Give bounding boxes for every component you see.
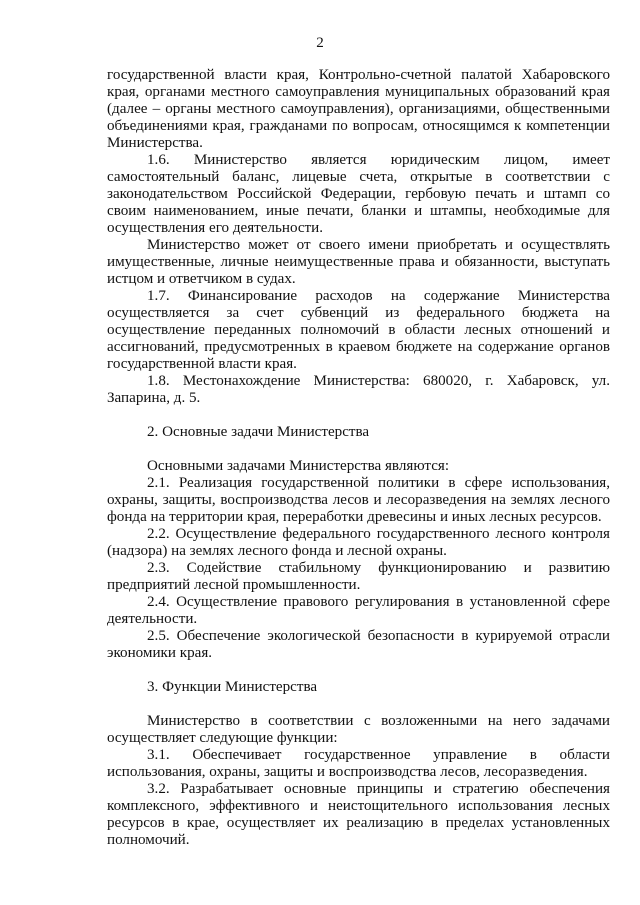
paragraph-2-1: 2.1. Реализация государственной политики в сфере использования, охраны, защиты, воспроизводства лесов и лесоразведения на землях лесного фонда на территории края, переработки древесины и иных лесных ресурсов. [107, 475, 610, 525]
spacer [107, 696, 610, 713]
spacer [107, 441, 610, 458]
paragraph-3-1: 3.1. Обеспечивает государственное управление в области использования, охраны, защиты и воспроизводства лесов, лесоразведения. [107, 747, 610, 780]
paragraph-functions-intro: Министерство в соответствии с возложенными на него задачами осуществляет следующие функции: [107, 713, 610, 746]
paragraph-1-7: 1.7. Финансирование расходов на содержание Министерства осуществляется за счет субвенций из федерального бюджета на осуществление переданных полномочий в области лесных отношений и ассигнований, предусмотренных в краевом бюджете на содержание органов государственной власти края. [107, 288, 610, 372]
paragraph-rights: Министерство может от своего имени приобретать и осуществлять имущественные, личные неимущественные права и обязанности, выступать истцом и ответчиком в судах. [107, 237, 610, 287]
spacer [107, 662, 610, 679]
paragraph-2-2: 2.2. Осуществление федерального государственного лесного контроля (надзора) на землях лесного фонда и лесной охраны. [107, 526, 610, 559]
paragraph-tasks-intro: Основными задачами Министерства являются: [147, 458, 450, 474]
document-body [107, 67, 610, 849]
paragraph-2-3: 2.3. Содействие стабильному функционированию и развитию предприятий лесной промышленности. [107, 560, 610, 593]
paragraph-1-8: 1.8. Местонахождение Министерства: 680020, г. Хабаровск, ул. Запарина, д. 5. [107, 373, 610, 406]
paragraph-2-4: 2.4. Осуществление правового регулирования в установленной сфере деятельности. [107, 594, 610, 627]
page-number: 2 [316, 35, 324, 51]
section-heading-3: 3. Функции Министерства [147, 679, 318, 695]
paragraph-continuation: государственной власти края, Контрольно-счетной палатой Хабаровского края, органами местного самоуправления муниципальных образований края (далее – органы местного самоуправления), организациями, общественными объединениями края, гражданами по вопросам, относящимся к компетенции Министерства. [107, 67, 610, 151]
spacer [107, 407, 610, 424]
paragraph-3-2: 3.2. Разрабатывает основные принципы и стратегию обеспечения комплексного, эффективного и неистощительного использования лесных ресурсов в крае, осуществляет их реализацию в пределах установленных полномочий. [107, 781, 610, 848]
paragraph-1-6: 1.6. Министерство является юридическим лицом, имеет самостоятельный баланс, лицевые счета, открытые в соответствии с законодательством Российской Федерации, гербовую печать и штамп со своим наименованием, иные печати, бланки и штампы, необходимые для осуществления его деятельности. [107, 152, 610, 236]
paragraph-2-5: 2.5. Обеспечение экологической безопасности в курируемой отрасли экономики края. [107, 628, 610, 661]
section-heading-2: 2. Основные задачи Министерства [147, 424, 370, 440]
